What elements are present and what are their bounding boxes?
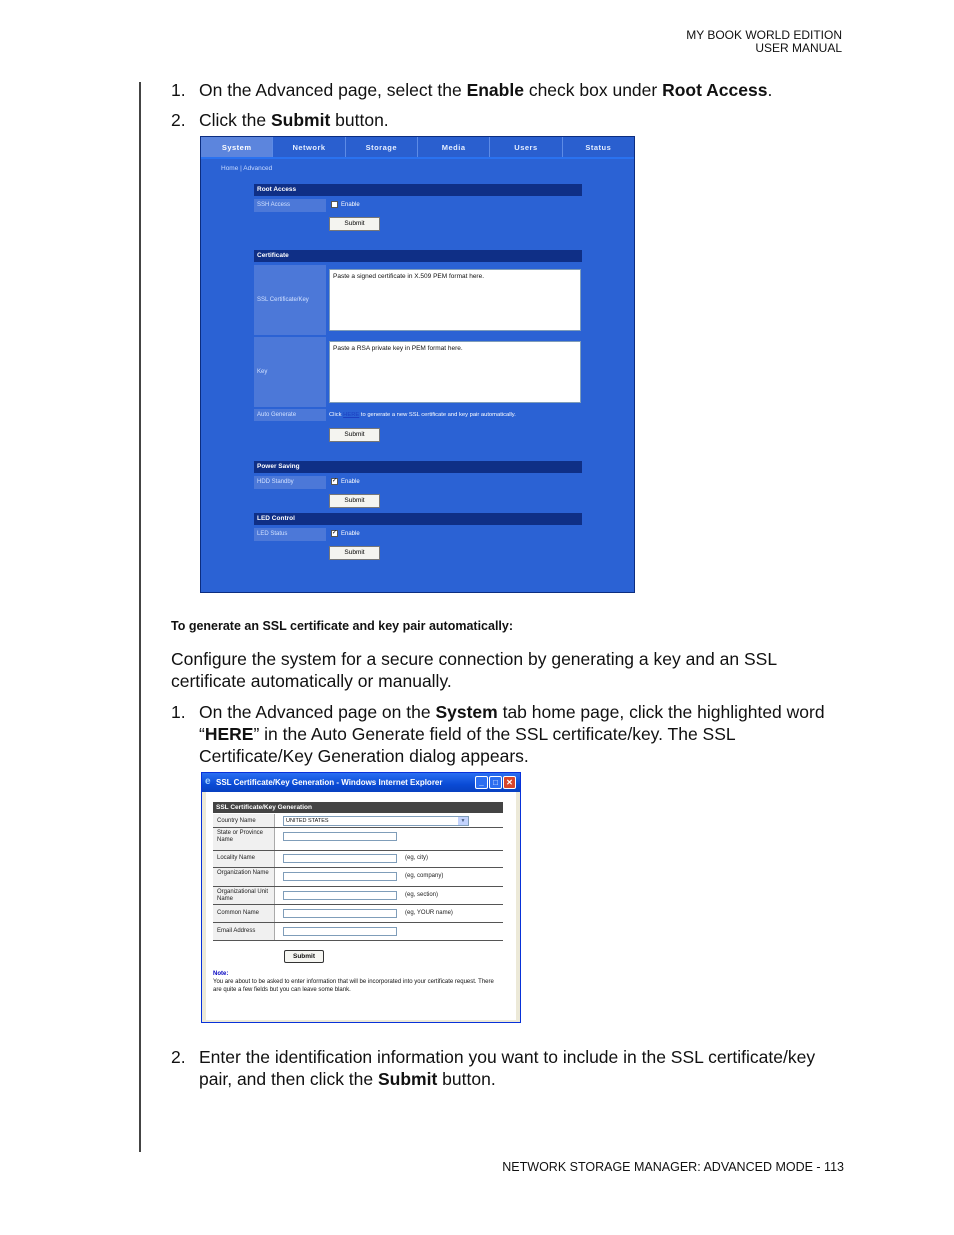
tab-network[interactable]: Network (273, 137, 345, 157)
key-label: Key (254, 337, 326, 407)
locality-row (213, 851, 503, 868)
certificate-header: Certificate (254, 250, 582, 262)
step-click-here: 1. On the Advanced page on the System tab home page, click the highlighted word “HERE” in the Auto Generate field of the SSL certificate/key. The SSL Certificate/Key Generation dialog appears. (171, 702, 825, 766)
ssh-access-label: SSH Access (254, 199, 326, 212)
note-title: Note: (213, 971, 229, 977)
unit-label: Organizational Unit Name (213, 887, 275, 904)
led-control-submit-button[interactable]: Submit (329, 546, 380, 560)
running-footer: NETWORK STORAGE MANAGER: ADVANCED MODE - 113 (502, 1160, 844, 1174)
power-saving-header: Power Saving (254, 461, 582, 473)
common-name-label: Common Name (213, 905, 275, 922)
email-row (213, 923, 503, 941)
organization-row (213, 868, 503, 887)
tab-storage[interactable]: Storage (346, 137, 418, 157)
intro-paragraph: Configure the system for a secure connection by generating a key and an SSL certificate automatically or manually. (171, 649, 777, 691)
organization-input[interactable] (283, 872, 397, 881)
window-title: SSL Certificate/Key Generation - Windows Internet Explorer (216, 778, 443, 787)
unit-input[interactable] (283, 891, 397, 900)
locality-hint: (eg, city) (405, 855, 429, 861)
locality-label: Locality Name (213, 851, 275, 867)
power-saving-submit-button[interactable]: Submit (329, 494, 380, 508)
led-status-label: LED Status (254, 528, 326, 541)
running-header (686, 29, 842, 55)
step-enable-root-access: 1. On the Advanced page, select the Enable check box under Root Access. (171, 80, 773, 100)
header-line-1: MY BOOK WORLD EDITION (686, 28, 842, 42)
common-name-input[interactable] (283, 909, 397, 918)
common-name-row (213, 905, 503, 923)
minimize-icon[interactable]: _ (475, 776, 488, 789)
country-select[interactable]: UNITED STATES ▼ (283, 816, 469, 826)
dialog-section-header: SSL Certificate/Key Generation (213, 802, 503, 813)
ssl-certificate-textarea[interactable]: Paste a signed certificate in X.509 PEM format here. (329, 269, 581, 331)
dialog-body (206, 792, 516, 1020)
section-subheading: To generate an SSL certificate and key pair automatically: (171, 619, 514, 633)
dialog-submit-button[interactable]: Submit (284, 950, 324, 963)
organization-label: Organization Name (213, 868, 275, 886)
country-label: Country Name (213, 814, 275, 827)
here-link[interactable]: HERE (343, 412, 360, 418)
root-access-header: Root Access (254, 184, 582, 196)
tab-system[interactable]: System (201, 137, 273, 157)
certificate-submit-button[interactable]: Submit (329, 428, 380, 442)
breadcrumb[interactable]: Home | Advanced (221, 165, 273, 172)
maximize-icon[interactable]: □ (489, 776, 502, 789)
close-icon[interactable]: ✕ (503, 776, 516, 789)
tab-users[interactable]: Users (490, 137, 562, 157)
margin-bar (139, 82, 141, 1152)
ssh-enable-checkbox[interactable]: Enable (331, 201, 360, 208)
tab-status[interactable]: Status (585, 143, 612, 152)
hdd-enable-checkbox[interactable]: ✓ Enable (332, 478, 360, 486)
ssl-certificate-label: SSL Certificate/Key (254, 265, 326, 335)
step-click-submit: 2. Click the Submit button. (171, 110, 389, 130)
organization-hint: (eg, company) (405, 873, 444, 879)
unit-row (213, 887, 503, 905)
auto-generate-text: Click HERE to generate a new SSL certificate and key pair automatically. (329, 412, 516, 418)
email-label: Email Address (213, 923, 275, 940)
led-enable-checkbox[interactable]: ✓ Enable (332, 530, 360, 538)
note-text: You are about to be asked to enter information that will be incorporated into your certificate request. There are quite a few fields but you can leave some blank. (213, 979, 494, 993)
state-input[interactable] (283, 832, 397, 841)
auto-generate-label: Auto Generate (254, 409, 326, 421)
state-row (213, 828, 503, 851)
window-titlebar[interactable] (202, 773, 520, 792)
locality-input[interactable] (283, 854, 397, 863)
step-enter-info: 2. Enter the identification information you want to include in the SSL certificate/key pair, and then click the Submit button. (171, 1047, 816, 1089)
tab-media[interactable]: Media (418, 137, 490, 157)
chevron-down-icon[interactable]: ▼ (458, 817, 468, 825)
ie-icon: e (205, 776, 211, 787)
tab-bar (201, 137, 634, 159)
header-line-2: USER MANUAL (755, 41, 842, 55)
state-label: State or Province Name (213, 828, 275, 850)
ssl-dialog-screenshot (201, 772, 521, 1023)
hdd-standby-label: HDD Standby (254, 476, 326, 489)
led-control-header: LED Control (254, 513, 582, 525)
advanced-page-screenshot (200, 136, 635, 593)
key-textarea[interactable]: Paste a RSA private key in PEM format here. (329, 341, 581, 403)
country-row (213, 814, 503, 828)
common-name-hint: (eg, YOUR name) (405, 910, 453, 916)
root-access-submit-button[interactable]: Submit (329, 217, 380, 231)
email-input[interactable] (283, 927, 397, 936)
dialog-note (213, 970, 503, 994)
unit-hint: (eg, section) (405, 892, 439, 898)
